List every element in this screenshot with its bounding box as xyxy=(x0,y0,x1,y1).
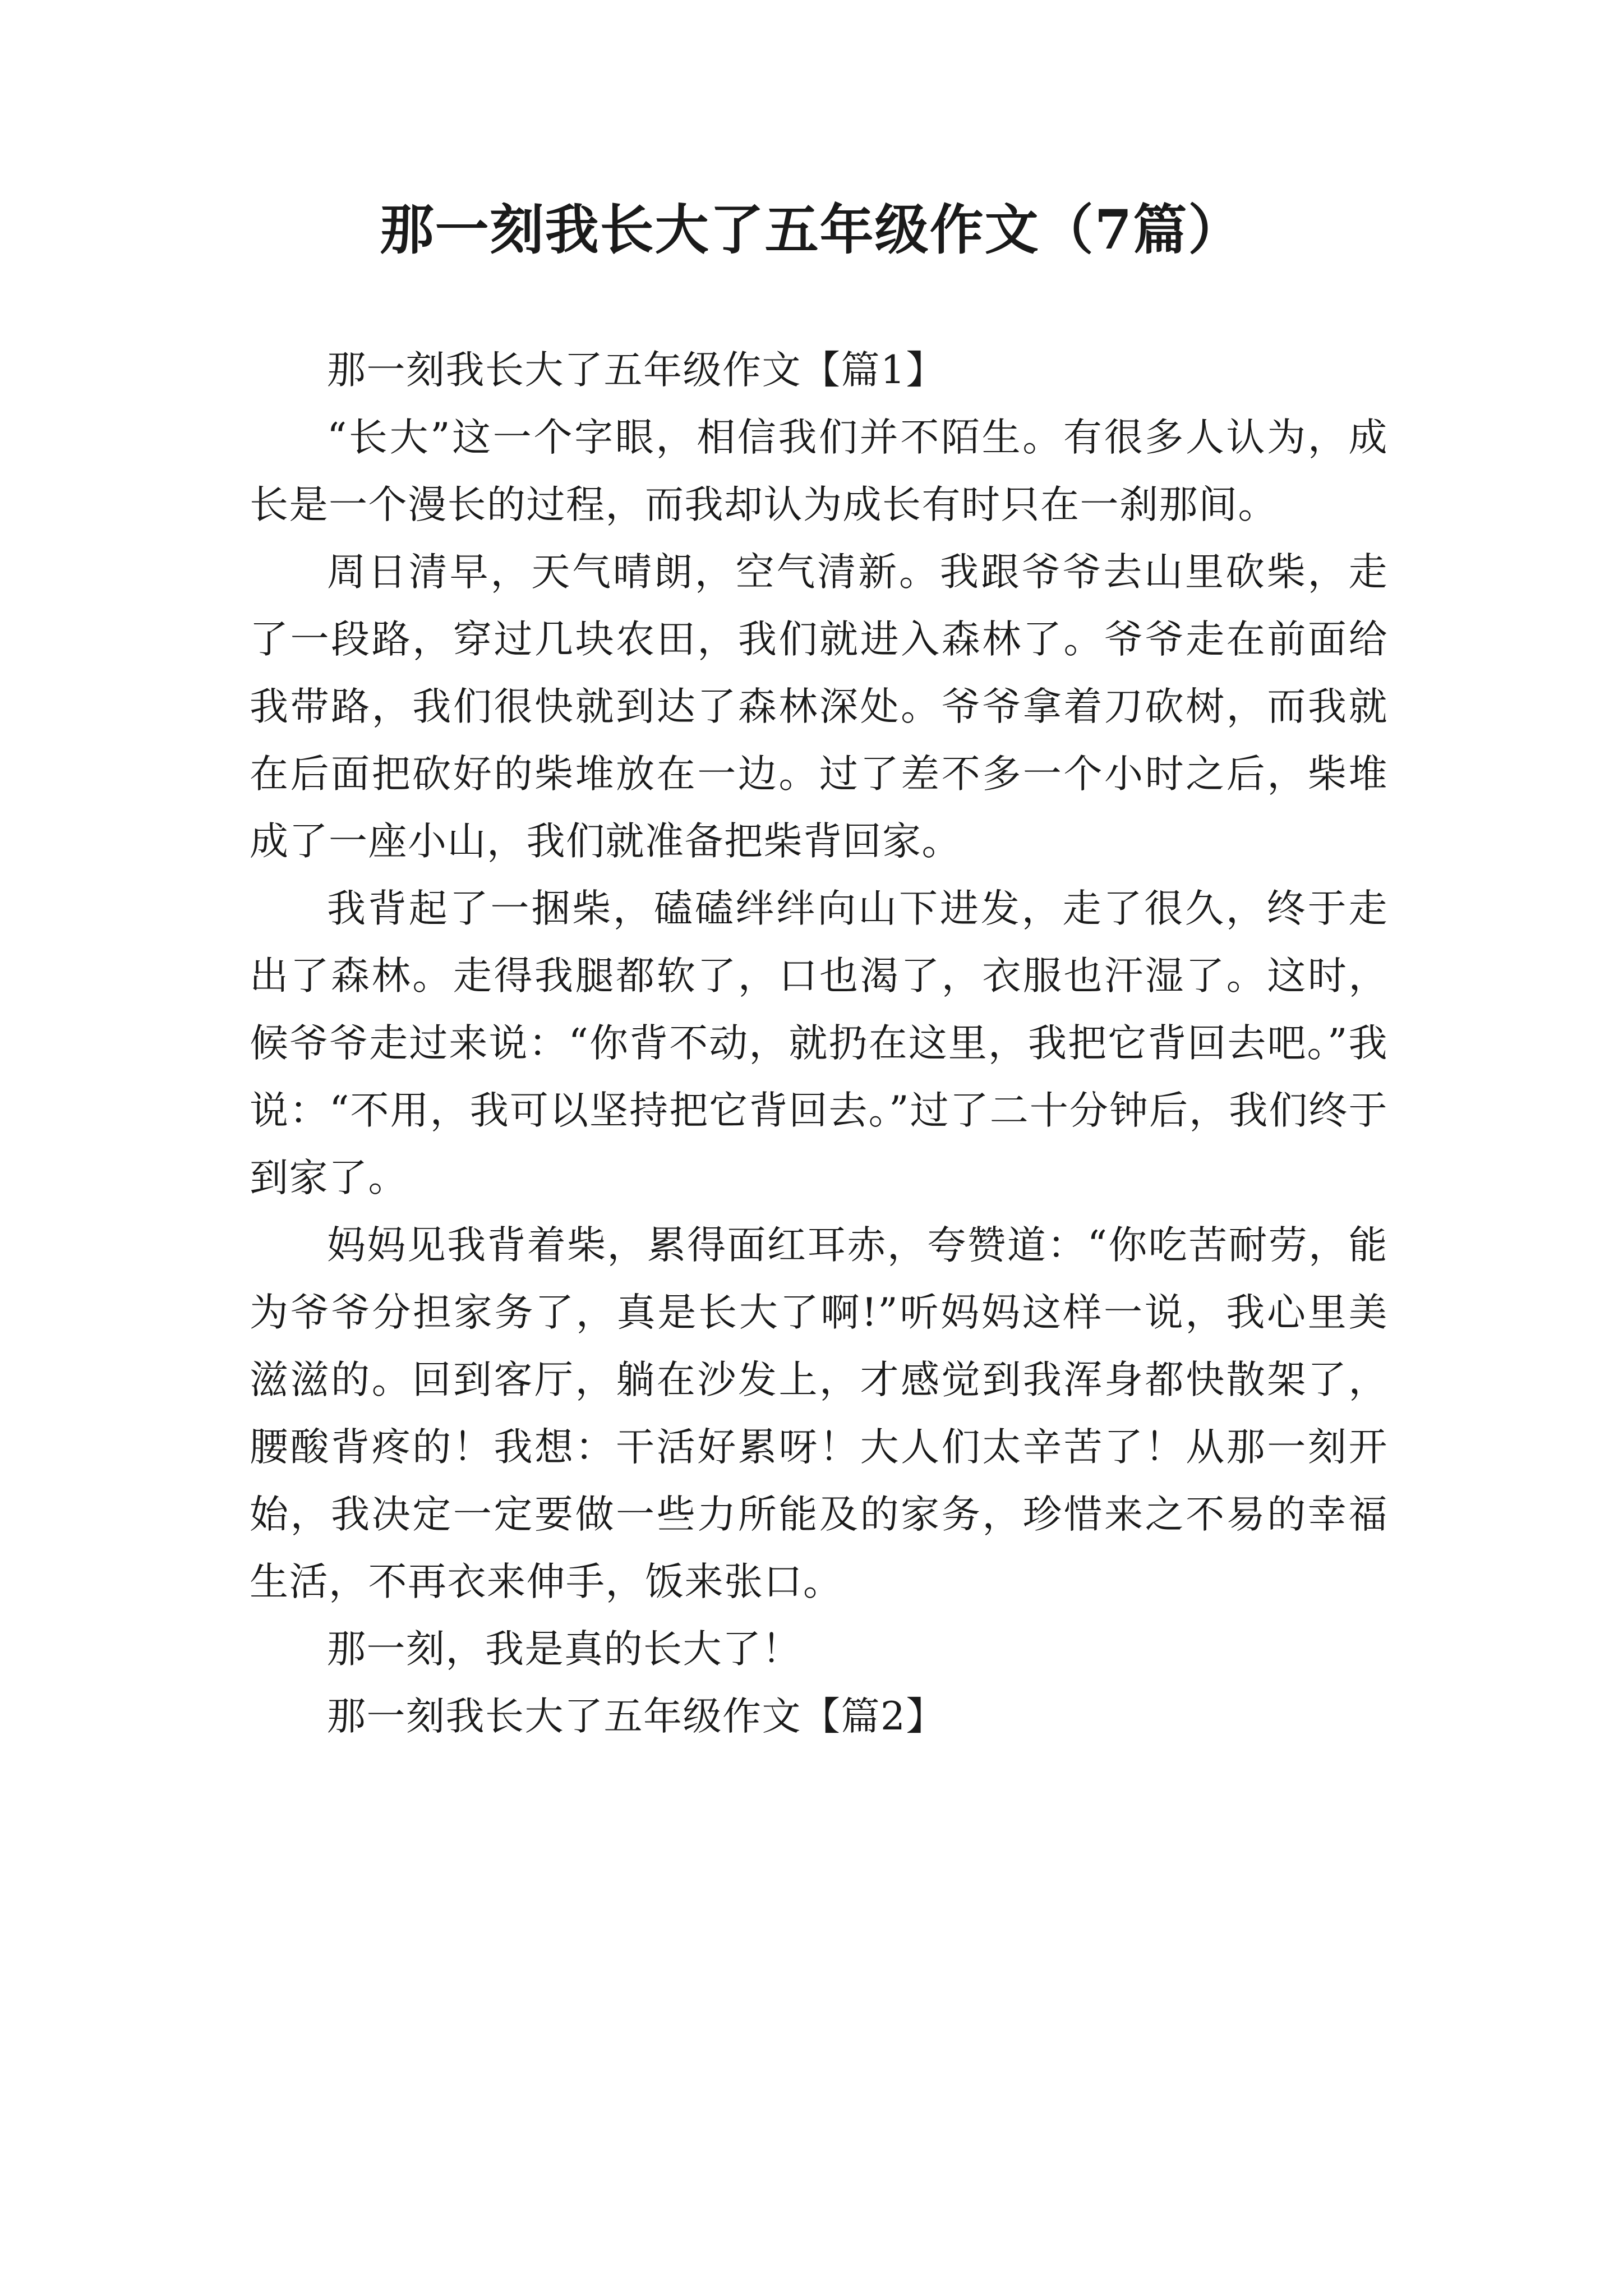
section-heading-2: 那一刻我长大了五年级作文【篇2】 xyxy=(327,1694,946,1739)
paragraph: 妈妈见我背着柴，累得面红耳赤，夸赞道：“你吃苦耐劳，能为爷爷分担家务了，真是长大了啊!”听妈妈这样一说，我心里美滋滋的。回到客厅，躺在沙发上，才感觉到我浑身都快散架了，腰酸背疼的！我想：干活好累呀！大人们太辛苦了！从那一刻开始，我决定一定要做一些力所能及的家务，珍惜来之不易的幸福生活，不再衣来伸手，饭来张口。 xyxy=(250,1223,1388,1604)
section-heading-1: 那一刻我长大了五年级作文【篇1】 xyxy=(327,348,946,393)
document-body xyxy=(250,337,1388,1750)
paragraph: 周日清早，天气晴朗，空气清新。我跟爷爷去山里砍柴，走了一段路，穿过几块农田，我们就进入森林了。爷爷走在前面给我带路，我们很快就到达了森林深处。爷爷拿着刀砍树，而我就在后面把砍好的柴堆放在一边。过了差不多一个小时之后，柴堆成了一座小山，我们就准备把柴背回家。 xyxy=(250,550,1388,864)
paragraph: 我背起了一捆柴，磕磕绊绊向山下进发，走了很久，终于走出了森林。走得我腿都软了，口也渴了，衣服也汗湿了。这时，候爷爷走过来说：“你背不动，就扔在这里，我把它背回去吧。”我说：“不用，我可以坚持把它背回去。”过了二十分钟后，我们终于到家了。 xyxy=(250,886,1388,1200)
paragraph: “长大”这一个字眼，相信我们并不陌生。有很多人认为，成长是一个漫长的过程，而我却认为成长有时只在一刹那间。 xyxy=(250,415,1388,527)
paragraph: 那一刻，我是真的长大了！ xyxy=(327,1627,801,1672)
document-title: 那一刻我长大了五年级作文（7篇） xyxy=(380,198,1243,261)
